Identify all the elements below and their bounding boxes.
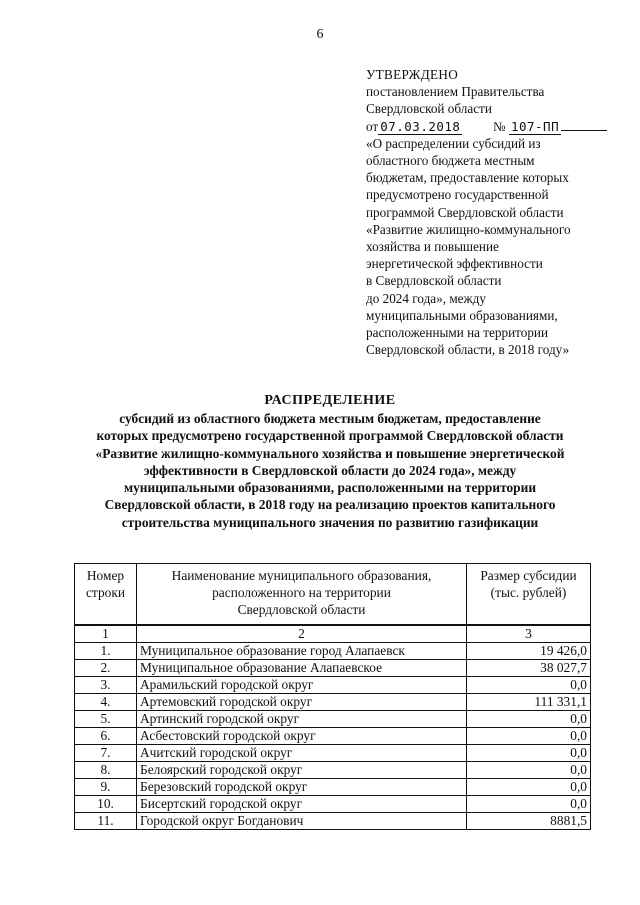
- header-municipality-name: [137, 564, 467, 626]
- subtitle-line: субсидий из областного бюджета местным бюджетам, предоставление: [119, 411, 541, 426]
- row-number-cell: 4.: [75, 694, 137, 711]
- column-numbering-row: [75, 625, 591, 643]
- header-line: Номер: [86, 568, 125, 583]
- subsidy-amount-cell: 0,0: [467, 728, 591, 745]
- table-header-row: [75, 564, 591, 626]
- resolution-line: «О распределении субсидий из: [366, 135, 541, 151]
- table-row: [75, 762, 591, 779]
- table-row: [75, 779, 591, 796]
- subsidy-amount-cell: 0,0: [467, 711, 591, 728]
- row-number-cell: 3.: [75, 677, 137, 694]
- resolution-line: Свердловской области, в 2018 году»: [366, 342, 570, 358]
- table-row: [75, 677, 591, 694]
- resolution-line: хозяйства и повышение: [366, 239, 499, 255]
- number-underline: [561, 118, 607, 131]
- table-row: [75, 643, 591, 660]
- resolution-line: областного бюджета местным: [366, 153, 535, 169]
- approved-label: УТВЕРЖДЕНО: [366, 67, 459, 82]
- row-number-cell: 2.: [75, 660, 137, 677]
- subsidy-amount-cell: 38 027,7: [467, 660, 591, 677]
- column-number: 3: [467, 625, 591, 643]
- subsidy-amount-cell: 0,0: [467, 745, 591, 762]
- subsidy-amount-cell: 111 331,1: [467, 694, 591, 711]
- municipality-name-cell: Артинский городской округ: [137, 711, 467, 728]
- header-line: строки: [85, 585, 126, 600]
- resolution-line: «Развитие жилищно-коммунального: [366, 221, 571, 237]
- approval-region: Свердловской области: [366, 101, 492, 117]
- row-number-cell: 9.: [75, 779, 137, 796]
- row-number-cell: 5.: [75, 711, 137, 728]
- subsidy-table: [74, 563, 591, 830]
- date-prefix: от: [366, 118, 379, 134]
- resolution-line: до 2024 года», между: [366, 290, 486, 306]
- subtitle-line: «Развитие жилищно-коммунального хозяйства и повышение энергетической: [95, 445, 565, 461]
- municipality-name-cell: Березовский городской округ: [137, 779, 467, 796]
- page-number: 6: [316, 27, 324, 42]
- subsidy-amount-cell: 8881,5: [467, 813, 591, 830]
- municipality-name-cell: Артемовский городской округ: [137, 694, 467, 711]
- subtitle-line: которых предусмотрено государственной программой Свердловской области: [96, 428, 564, 444]
- resolution-line: программой Свердловской области: [366, 204, 564, 220]
- municipality-name-cell: Муниципальное образование Алапаевское: [137, 660, 467, 677]
- header-subsidy-amount: [467, 564, 591, 626]
- table-row: [75, 813, 591, 830]
- header-line: Размер субсидии: [480, 568, 577, 583]
- subsidy-amount-cell: 0,0: [467, 796, 591, 813]
- approval-number: 107-ПП: [510, 118, 560, 134]
- header-line: (тыс. рублей): [490, 585, 567, 600]
- table-row: [75, 745, 591, 762]
- municipality-name-cell: Ачитский городской округ: [137, 745, 467, 762]
- approval-block: [366, 66, 626, 358]
- subtitle-line: эффективности в Свердловской области до 2024 года», между: [143, 462, 517, 478]
- subsidy-amount-cell: 0,0: [467, 762, 591, 779]
- distribution-heading: [60, 392, 600, 531]
- header-row-number: [75, 564, 137, 626]
- resolution-title: [366, 135, 626, 359]
- header-line: расположенного на территории: [212, 585, 391, 600]
- resolution-line: муниципальными образованиями,: [366, 307, 558, 323]
- municipality-name-cell: Городской округ Богданович: [137, 813, 467, 830]
- subsidy-amount-cell: 0,0: [467, 677, 591, 694]
- row-number-cell: 1.: [75, 643, 137, 660]
- header-line: Наименование муниципального образования,: [171, 568, 432, 583]
- table-row: [75, 660, 591, 677]
- subtitle-line: Свердловской области, в 2018 году на реализацию проектов капитального: [104, 497, 556, 513]
- approval-date-line: [366, 118, 626, 135]
- municipality-name-cell: Белоярский городской округ: [137, 762, 467, 779]
- document-title: РАСПРЕДЕЛЕНИЕ: [264, 393, 396, 408]
- document-subtitle: [60, 410, 600, 531]
- table-row: [75, 711, 591, 728]
- subtitle-line: муниципальными образованиями, расположенными на территории: [123, 480, 537, 496]
- approval-date: 07.03.2018: [380, 118, 461, 134]
- header-line: Свердловской области: [237, 602, 366, 617]
- column-number: 2: [137, 625, 467, 643]
- municipality-name-cell: Бисертский городской округ: [137, 796, 467, 813]
- table-row: [75, 796, 591, 813]
- resolution-line: энергетической эффективности: [366, 256, 543, 272]
- number-prefix: №: [493, 118, 506, 134]
- municipality-name-cell: Муниципальное образование город Алапаевск: [137, 643, 467, 660]
- approval-by-line: постановлением Правительства: [366, 84, 545, 100]
- row-number-cell: 10.: [75, 796, 137, 813]
- municipality-name-cell: Асбестовский городской округ: [137, 728, 467, 745]
- table-row: [75, 728, 591, 745]
- resolution-line: расположенными на территории: [366, 325, 549, 341]
- resolution-line: предусмотрено государственной: [366, 187, 549, 203]
- subsidy-amount-cell: 19 426,0: [467, 643, 591, 660]
- column-number: 1: [75, 625, 137, 643]
- row-number-cell: 11.: [75, 813, 137, 830]
- subtitle-line: строительства муниципального значения по развитию газификации: [121, 514, 539, 530]
- resolution-line: в Свердловской области: [366, 273, 502, 289]
- subsidy-amount-cell: 0,0: [467, 779, 591, 796]
- municipality-name-cell: Арамильский городской округ: [137, 677, 467, 694]
- resolution-line: бюджетам, предоставление которых: [366, 170, 569, 186]
- row-number-cell: 8.: [75, 762, 137, 779]
- row-number-cell: 7.: [75, 745, 137, 762]
- table-row: [75, 694, 591, 711]
- row-number-cell: 6.: [75, 728, 137, 745]
